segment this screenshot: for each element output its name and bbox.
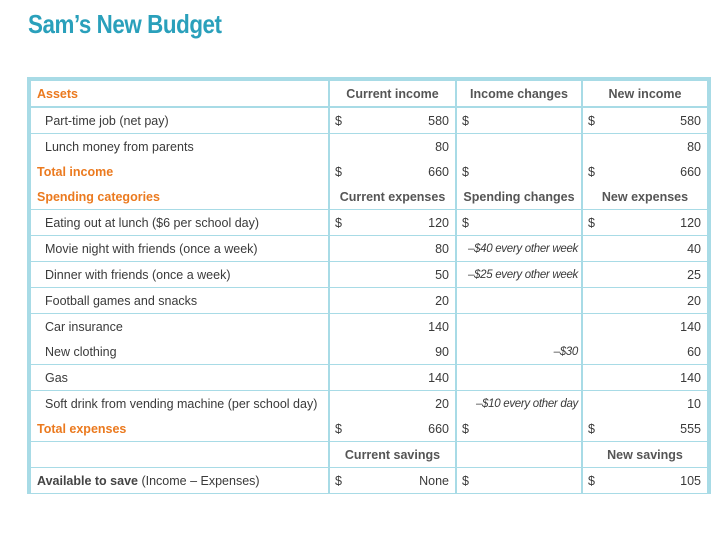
income-row-new: 580 xyxy=(680,113,701,128)
expense-row-change-cell xyxy=(457,236,581,261)
expense-row-new: 140 xyxy=(680,370,701,385)
budget-table xyxy=(27,77,711,494)
income-changes-header-cell xyxy=(457,81,581,106)
expense-row-current: 140 xyxy=(428,319,449,334)
available-to-save-formula: (Income – Expenses) xyxy=(137,473,260,488)
expense-row-change-cell xyxy=(457,314,581,339)
expense-row-label: Eating out at lunch ($6 per school day) xyxy=(45,215,260,230)
expense-row-label: Gas xyxy=(45,370,68,385)
expense-row-current-cell xyxy=(330,210,455,235)
available-to-save-bold: Available to save xyxy=(37,473,138,488)
income-row-current-cell xyxy=(330,108,455,133)
expense-row-current-cell xyxy=(330,236,455,261)
expense-row-change: –$30 xyxy=(553,345,578,358)
savings-header-blank-cell xyxy=(31,442,328,467)
income-row-new-cell xyxy=(583,134,707,159)
income-row-current-cell xyxy=(330,134,455,159)
expense-row-change: –$40 every other week xyxy=(467,242,578,255)
income-row-new-cell xyxy=(583,108,707,133)
expense-row-label: Movie night with friends (once a week) xyxy=(45,241,258,256)
total-expenses-current-cell xyxy=(330,416,455,441)
total-income-label: Total income xyxy=(37,164,114,179)
expense-row-change-cell xyxy=(457,288,581,313)
expense-row-new-cell xyxy=(583,262,707,287)
total-expenses-label-cell xyxy=(31,416,328,441)
expense-row-new-cell xyxy=(583,365,707,390)
income-row-new: 80 xyxy=(687,139,701,154)
new-expenses-header-cell xyxy=(583,184,707,209)
expense-row-change-cell xyxy=(457,391,581,416)
total-income-current: 660 xyxy=(428,164,449,179)
dollar-sign: $ xyxy=(588,164,595,179)
expense-row-label-cell xyxy=(31,314,328,339)
expense-row-new: 140 xyxy=(680,319,701,334)
expense-row-new-cell xyxy=(583,314,707,339)
expense-row-current: 120 xyxy=(428,215,449,230)
dollar-sign: $ xyxy=(462,473,469,488)
total-income-new: 660 xyxy=(680,164,701,179)
assets-header: Assets xyxy=(37,86,78,101)
expense-row-current: 20 xyxy=(435,396,449,411)
expense-row-current: 50 xyxy=(435,267,449,282)
expense-row-label: Soft drink from vending machine (per school day) xyxy=(45,396,318,411)
dollar-sign: $ xyxy=(588,113,595,128)
income-row-current: 580 xyxy=(428,113,449,128)
expense-row-label-cell xyxy=(31,365,328,390)
expense-row-new: 120 xyxy=(680,215,701,230)
expense-row-label: Dinner with friends (once a week) xyxy=(45,267,231,282)
expense-row-label-cell xyxy=(31,236,328,261)
spending-header-cell xyxy=(31,184,328,209)
dollar-sign: $ xyxy=(335,421,342,436)
expense-row-change-cell xyxy=(457,339,581,364)
total-expenses-current: 660 xyxy=(428,421,449,436)
total-income-new-cell xyxy=(583,159,707,184)
total-expenses-new: 555 xyxy=(680,421,701,436)
total-income-label-cell xyxy=(31,159,328,184)
new-expenses-header: New expenses xyxy=(601,189,689,204)
income-row-label: Lunch money from parents xyxy=(45,139,194,154)
income-row-label: Part-time job (net pay) xyxy=(45,113,169,128)
expense-row-label-cell xyxy=(31,339,328,364)
new-savings-value: 105 xyxy=(680,473,701,488)
expense-row-change-cell xyxy=(457,262,581,287)
current-savings-value: None xyxy=(419,473,449,488)
savings-change-cell xyxy=(457,468,581,493)
new-income-header-cell xyxy=(583,81,707,106)
expense-row-current-cell xyxy=(330,391,455,416)
total-expenses-new-cell xyxy=(583,416,707,441)
expense-row-label-cell xyxy=(31,288,328,313)
expense-row-new: 60 xyxy=(687,344,701,359)
dollar-sign: $ xyxy=(462,164,469,179)
expense-row-current-cell xyxy=(330,314,455,339)
expense-row-label: New clothing xyxy=(45,344,117,359)
available-to-save-label xyxy=(37,474,260,488)
current-savings-header: Current savings xyxy=(344,447,441,462)
expense-row-current: 80 xyxy=(435,241,449,256)
spending-categories-header: Spending categories xyxy=(37,189,160,204)
expense-row-label-cell xyxy=(31,210,328,235)
dollar-sign: $ xyxy=(462,113,469,128)
expense-row-new: 25 xyxy=(687,267,701,282)
spending-changes-header: Spending changes xyxy=(463,189,575,204)
new-savings-header: New savings xyxy=(607,447,683,462)
expense-row-new-cell xyxy=(583,288,707,313)
expense-row-new: 40 xyxy=(687,241,701,256)
income-changes-header: Income changes xyxy=(470,86,568,101)
page-title: Sam’s New Budget xyxy=(28,9,222,39)
spending-changes-header-cell xyxy=(457,184,581,209)
dollar-sign: $ xyxy=(588,421,595,436)
expense-row-new-cell xyxy=(583,210,707,235)
expense-row-current-cell xyxy=(330,288,455,313)
expense-row-current-cell xyxy=(330,339,455,364)
dollar-sign: $ xyxy=(335,113,342,128)
expense-row-new: 10 xyxy=(687,396,701,411)
assets-header-cell xyxy=(31,81,328,106)
dollar-sign: $ xyxy=(462,215,469,230)
new-income-header: New income xyxy=(608,86,682,101)
available-to-save-label-cell xyxy=(31,468,328,493)
current-expenses-header-cell xyxy=(330,184,455,209)
current-savings-header-cell xyxy=(330,442,455,467)
expense-row-current: 90 xyxy=(435,344,449,359)
expense-row-change: –$10 every other day xyxy=(475,397,578,410)
current-income-header: Current income xyxy=(346,86,439,101)
dollar-sign: $ xyxy=(335,164,342,179)
income-row-change-cell xyxy=(457,108,581,133)
expense-row-current: 140 xyxy=(428,370,449,385)
current-expenses-header: Current expenses xyxy=(339,189,446,204)
expense-row-current: 20 xyxy=(435,293,449,308)
expense-row-new-cell xyxy=(583,236,707,261)
expense-row-label: Car insurance xyxy=(45,319,123,334)
total-expenses-change-cell xyxy=(457,416,581,441)
current-savings-cell xyxy=(330,468,455,493)
expense-row-change: –$25 every other week xyxy=(467,268,578,281)
income-row-label-cell xyxy=(31,134,328,159)
expense-row-label-cell xyxy=(31,262,328,287)
expense-row-label-cell xyxy=(31,391,328,416)
dollar-sign: $ xyxy=(335,215,342,230)
expense-row-new-cell xyxy=(583,339,707,364)
new-savings-cell xyxy=(583,468,707,493)
savings-changes-blank-cell xyxy=(457,442,581,467)
expense-row-change-cell xyxy=(457,210,581,235)
expense-row-label: Football games and snacks xyxy=(45,293,198,308)
total-income-current-cell xyxy=(330,159,455,184)
expense-row-current-cell xyxy=(330,262,455,287)
expense-row-new: 20 xyxy=(687,293,701,308)
income-row-change-cell xyxy=(457,134,581,159)
dollar-sign: $ xyxy=(335,473,342,488)
dollar-sign: $ xyxy=(462,421,469,436)
expense-row-new-cell xyxy=(583,391,707,416)
new-savings-header-cell xyxy=(583,442,707,467)
total-income-change-cell xyxy=(457,159,581,184)
dollar-sign: $ xyxy=(588,473,595,488)
income-row-current: 80 xyxy=(435,139,449,154)
expense-row-change-cell xyxy=(457,365,581,390)
income-row-label-cell xyxy=(31,108,328,133)
current-income-header-cell xyxy=(330,81,455,106)
total-expenses-label: Total expenses xyxy=(37,421,127,436)
dollar-sign: $ xyxy=(588,215,595,230)
expense-row-current-cell xyxy=(330,365,455,390)
